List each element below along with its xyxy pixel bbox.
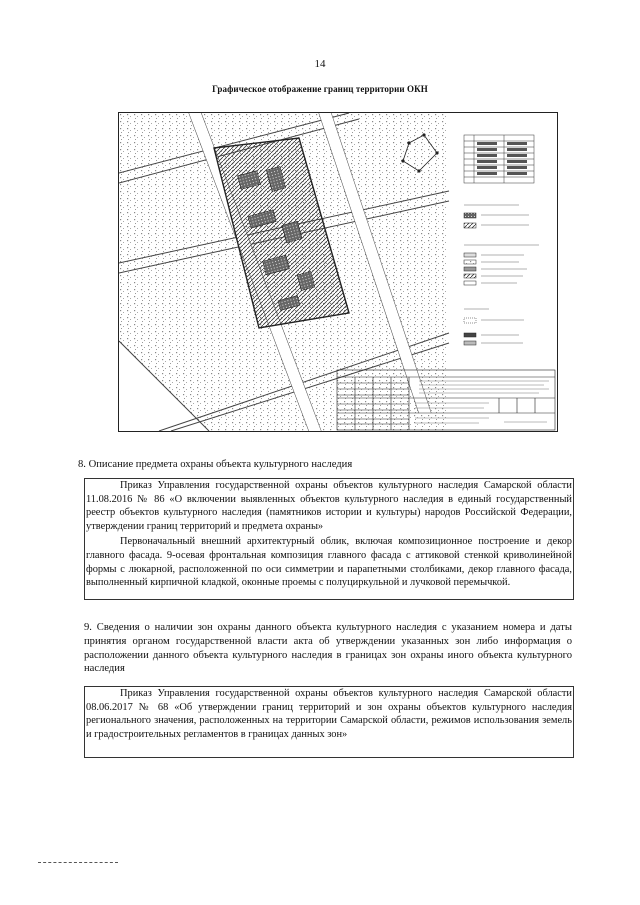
territory-map [118,112,558,432]
section-8-heading: 8. Описание предмета охраны объекта культурного наследия [78,459,353,470]
section-9-box [84,686,574,758]
section-9-order-text: Приказ Управления государственной охраны объектов культурного наследия Самарской области 08.06.2017 № 68 «Об утверждении границ территорий и зон охраны объектов культурного наследия регионального значения, расположенных на территории Самарской области, режимов использования земель и градостроительных регламентов в границах данных зон» [86,688,572,740]
section-9-heading: 9. Сведения о наличии зон охраны данного объекта культурного наследия с указанием номера и даты принятия органом государственной власти акта об утверждении указанных зон либо информация о расположении данного объекта культурного наследия в границах зон охраны иного объекта культурного наследия [84,622,572,675]
map-title: Графическое отображение границ территории ОКН [212,84,428,94]
map-drawing [119,113,557,431]
footer-mark [38,862,118,863]
page-number: 14 [314,58,326,70]
section-8-order-text: Приказ Управления государственной охраны объектов культурного наследия Самарской области 11.08.2016 № 86 «О включении выявленных объектов культурного наследия в единый государственный реестр объектов культурного наследия (памятников истории и культуры) народов Российской Федерации, утверждении границ территорий и предмета охраны» [86,480,572,532]
section-8-box [84,478,574,600]
section-8-subject-description: Первоначальный внешний архитектурный облик, включая композиционное построение и декор главного фасада. 9-осевая фронтальная композиция главного фасада с аттиковой стенкой криволинейной формы с люкарной, расположенной по оси симметрии и парапетными столбиками, декор главного фасада, выполненный кирпичной кладкой, оконные проемы с полуциркульной и лучковой перемычкой. [86,536,572,589]
